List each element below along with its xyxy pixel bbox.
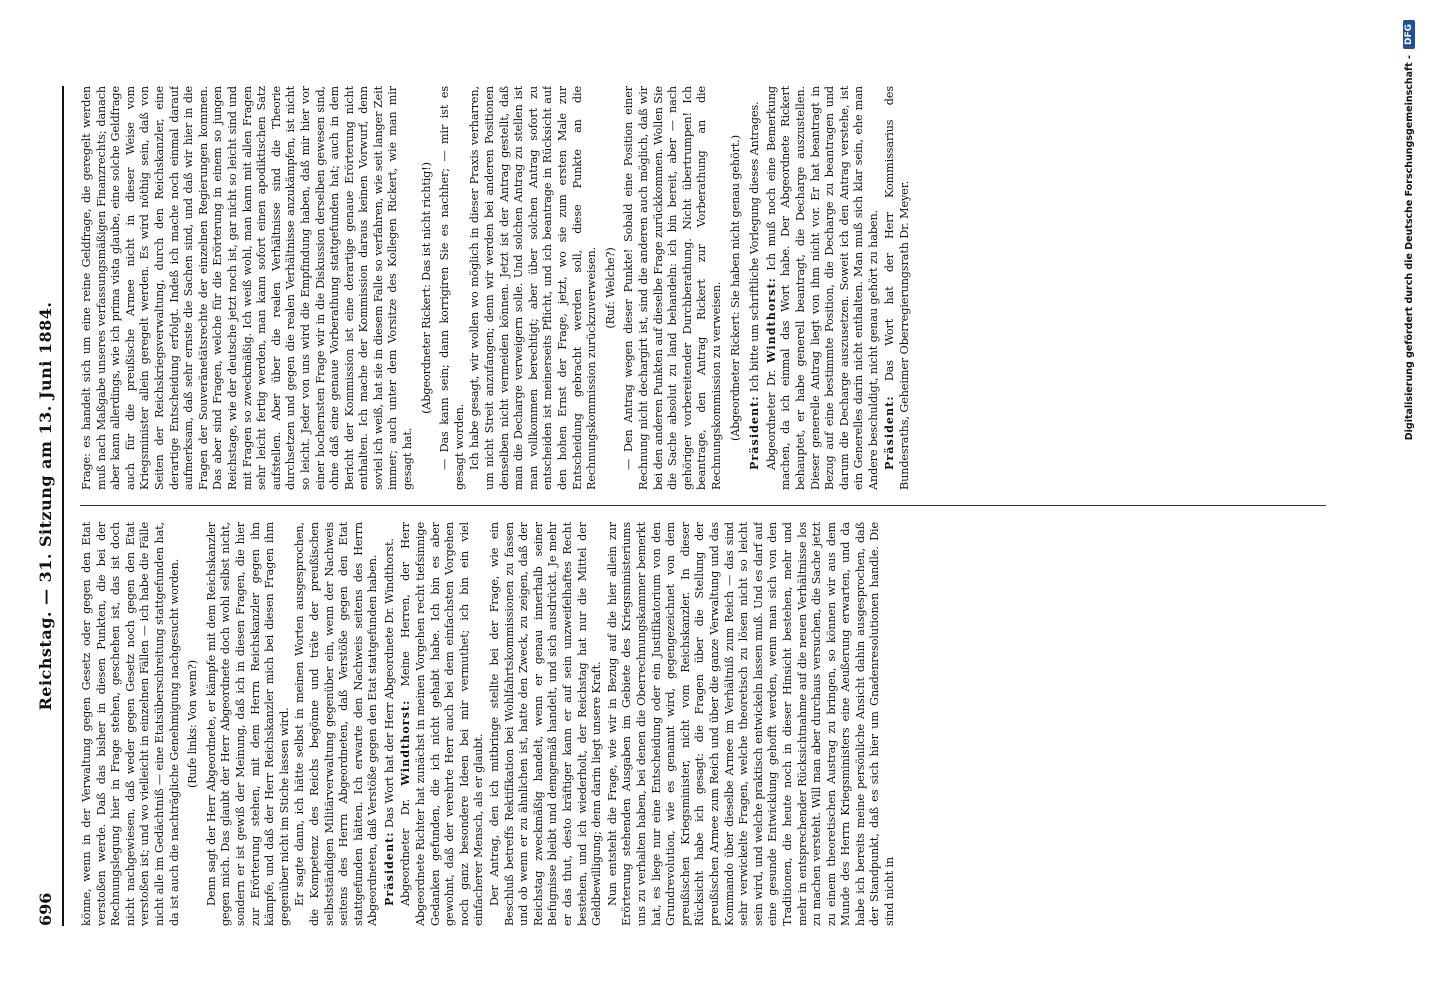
speaker-prefix: Abgeordneter Dr. [399, 785, 413, 906]
page-title: Reichstag. — 31. Sitzung am 13. Juni 1884. [36, 301, 55, 711]
speaker-label: Windthorst: [398, 699, 413, 786]
funding-note [1398, 20, 1420, 960]
speech-text: Das Wort hat der Herr Abgeordnete Dr. Windthorst. [382, 538, 396, 832]
column-divider [80, 505, 1326, 506]
paragraph: Er sagte dann, ich hätte selbst in meinen Worten ausgesprochen, die Kompetenz des Reichs begönne und träte der preußischen selbstständigen Militärverwaltung gegenüber ein, wenn der Nachweis seitens des Herrn Abgeordneten, daß Verstöße gegen den Etat stattgefunden hätten. Ich erwarte den Nachweis seitens des Herrn Abgeordneten, daß Verstöße gegen den Etat stattgefunden haben. [293, 522, 380, 926]
speaker-label: Präsident: [882, 395, 897, 470]
page-number: 696 [36, 892, 55, 926]
interjection: (Abgeordneter Rickert: Sie haben nicht genau gehört.) [728, 134, 742, 442]
speaker-paragraph [882, 86, 912, 490]
left-column [80, 522, 1326, 926]
speaker-paragraph [764, 86, 882, 490]
speech-text: Das Wort hat der Herr Kommissarius des Bundesraths, Geheimer Oberregierungsrath Dr. Meyer. [883, 86, 912, 490]
speaker-label: Präsident: [747, 395, 762, 470]
right-column [80, 86, 1326, 490]
speaker-paragraph [747, 86, 763, 490]
dfg-logo: DFG [1403, 20, 1415, 49]
paragraph: Denn sagt der Herr Abgeordnete, er kämpfe mit dem Reichskanzler gegen mich. Das glaubt der Herr Abgeordnete doch wohl selbst nicht, sondern er ist gewiß der Meinung, daß ich in diesen Fragen, die hier zur Erörterung stehen, mit dem Herrn Reichskanzler gegen ihn kämpfe, und daß der Herr Reichskanzler mich bei diesen Fragen ihm gegenüber nicht im Stiche lassen wird. [204, 522, 291, 926]
paragraph: könne, wenn in der Verwaltung gegen Gesetz oder gegen den Etat verstoßen werde. Daß das bisher in diesen Punkten, die bei der Rechnungslegung hier in Frage stehen, geschehen ist, das ist doch nicht nachgewiesen, daß weder gegen Gesetz noch gegen den Etat verstoßen ist; und wo vielleicht in einzelnen Fällen — ich habe die Fälle nicht alle im Gedächtniß — eine Etatsüberschreitung stattgefunden hat, da ist auch die nachträgliche Genehmigung nachgesucht worden. [80, 522, 181, 926]
interjection: (Abgeordneter Rickert: Das ist nicht richtig!) [419, 162, 433, 414]
speaker-paragraph [382, 522, 398, 926]
interjection: (Rufe links: Von wem?) [186, 659, 200, 789]
paragraph: Ich habe gesagt, wir wollen wo möglich in dieser Praxis verharren, um nicht Streit anzufangen; denn wir werden bei anderen Positionen denselben nicht vermeiden können. Jetzt ist der Antrag gestellt, daß man die Decharge verweigern solle. Und solchen Antrag zu stellen ist man vollkommen berechtigt; aber über solchen Antrag sofort zu entscheiden ist meinerseits Pflicht, und ich beantrage in Rücksicht auf den hohen Ernst der Frage, jetzt, wo sie zum ersten Male zur Entscheidung gebracht werden soll, diese Punkte an die Rechnungskommission zurückzuverweisen. [468, 86, 599, 490]
funding-text: Digitalisierung gefördert durch die Deutsche Forschungsgemeinschaft - [1403, 55, 1415, 441]
speaker-paragraph [398, 522, 487, 926]
speech-text: Meine Herren, der Herr Abgeordnete Richter hat zunächst in meinen Vorgehen recht tiefsinnige Gedanken gefunden, die ich nicht gehabt habe. Ich bin es aber gewohnt, daß der verehrte Herr auch bei dem einfachsten Vorgehen noch ganz besondere Ideen bei mir vermuthet; ich bin ein viel einfacherer Mensch, als er glaubt. [399, 522, 486, 926]
paragraph: Der Antrag, den ich mitbringe stellte bei der Frage, wie ein Beschluß betreffs Rektifikation bei Wohlfahrtskommissionen zu fassen und ob wenn er zu ähnlichen ist, hatte den Zweck, zu zeigen, daß der Reichstag zweckmäßig handelt, wenn er genau innerhalb seiner Befugnisse bleibt und demgemäß handelt, und sich ausdrückt. Je mehr er das thut, desto kräftiger kann er auf sein unzweifelhaftes Recht bestehen, und ich wiederholt, der Reichstag hat nur die Mittel der Geldbewilligung; denn darin liegt unsere Kraft. [488, 522, 604, 926]
interjection: (Ruf: Welche?) [603, 247, 617, 329]
speech-text: Ich muß noch eine Bemerkung machen, da ich einmal das Wort habe. Der Abgeordnete Rickert behauptet, er habe generell beantragt, die Decharge auszustellen. Dieser generelle Antrag liegt von ihm nicht vor. Er hat beantragt in Bezug auf eine bestimmte Position, die Decharge zu beantragen und darum die Decharge auszusetzen. Soweit ich den Antrag verstehe, ist ein Generelles darin nicht enthalten. Man muß sich klar sein, ehe man Andere beschuldigt, nicht genau gehört zu haben. [764, 86, 880, 490]
paragraph: Frage: es handelt sich um eine reine Geldfrage, die geregelt werden muß nach Maßgabe unseres verfassungsmäßigen Finanzrechts; danach aber kann allerdings, wie ich prima vista glaube, eine solche Geldfrage auch für die preußische Armee nicht in dieser Weise vom Kriegsminister allein geregelt werden. Es wird nöthig sein, daß von Seiten der Reichskriegsverwaltung, durch den Reichskanzler, eine derartige Entscheidung erfolgt. Indeß ich mache noch einmal darauf aufmerksam, daß sehr ernste die Sachen sind, und daß wir hier in die Fragen der Souveränetätsrechte der einzelnen Regierungen kommen. Das aber sind Fragen, welche für die Erörterung in einem so jungen Reichstage, wie der deutsche jetzt noch ist, gar nicht so leicht sind und mit Fragen so zweckmäßig. Ich weiß wohl, man kann mit allen Fragen sehr leicht fertig werden, man kann sofort einen apodiktischen Satz aufstellen. Aber über die realen Verhältnisse sind die Theorie durchsetzen und gegen die realen Verhältnisse anzukämpfen, ist nicht so leicht. Jeder von uns wird die Empfindung haben, daß mir hier vor einer hochernsten Frage wir in die Diskussion derselben gewesen sind, ohne daß eine genaue Vorberathung stattgefunden hat; auch in dem Bericht der Kommission ist eine derartige genaue Erörterung nicht enthalten. Ich mache der Kommission daraus keinen Vorwurf, denn soviel ich weiß, hat sie in diesem Falle so verfahren, wie seit langer Zeit immer; auch unter dem Vorsitze des Kollegen Rickert, wie man mir gesagt hat. [80, 86, 415, 490]
speaker-prefix: Abgeordneter Dr. [764, 363, 778, 470]
speaker-label: Windthorst: [763, 277, 778, 364]
paragraph: — Das kann sein; dann korrigiren Sie es nachher; — mir ist es gesagt worden. [438, 86, 466, 490]
paragraph: — Den Antrag wegen dieser Punkte! Sobald eine Position einer Rechnung nicht dechargirt ist, sind die anderen auch möglich, daß wir bei den anderen Punkten auf dieselbe Frage zurückkommen. Wollen Sie die Sache absolut zu land behandeln: ich bin bereit, aber — nach gehöriger vorbereitender Durchberathung. Nicht übertrumpen! Ich beantrage, den Antrag Rickert zur Vorberathung an die Rechnungskommission zu verweisen. [622, 86, 723, 490]
speaker-label: Präsident: [381, 831, 396, 906]
speech-text: Ich bitte um schriftliche Vorlegung dieses Antrages. [748, 101, 762, 396]
paragraph: Nun entsteht die Frage, wie wir in Bezug auf die hier allein zur Erörterung stehenden Ausgaben im Gebiete des Kriegsministeriums uns zu verhalten haben, bei denen die Oberrechnungskammer bemerkt hat, es liege nur eine Entscheidung oder ein Justifikatorium von den Grundrevolution, wie es genannt wird, gegengezeichnet von dem preußischen Kriegsminister, nicht vom Reichskanzler. In dieser Rücksicht habe ich gesagt: die Fragen über die Stellung der preußischen Armee zum Reich und über die ganze Verwaltung und das Kommando über dieselbe Armee im Verhältniß zum Reich — das sind sehr verwickelte Fragen, welche theoretisch zu lösen nicht so leicht sein wird, und welche praktisch entwickeln lassen muß. Und es darf auf eine gesunde Entwicklung gehofft werden, wenn man sich von den Traditionen, die heute noch in dieser Hinsicht bestehen, mehr und mehr in entsprechender Rücksichtnahme auf die neuen Verhältnisse los zu machen versteht. Will man aber durchaus versuchen, die Sache jetzt zu einem theoretischen Austrag zu bringen, so können wir aus dem Munde des Herrn Kriegsministers eine Aeußerung erwarten, und da habe ich bereits meine persönliche Ansicht dahin ausgesprochen, daß der Standpunkt, daß es sich hier um Gnadenresolutionen handle. Die sind nicht in [605, 522, 897, 926]
running-header [36, 86, 64, 926]
